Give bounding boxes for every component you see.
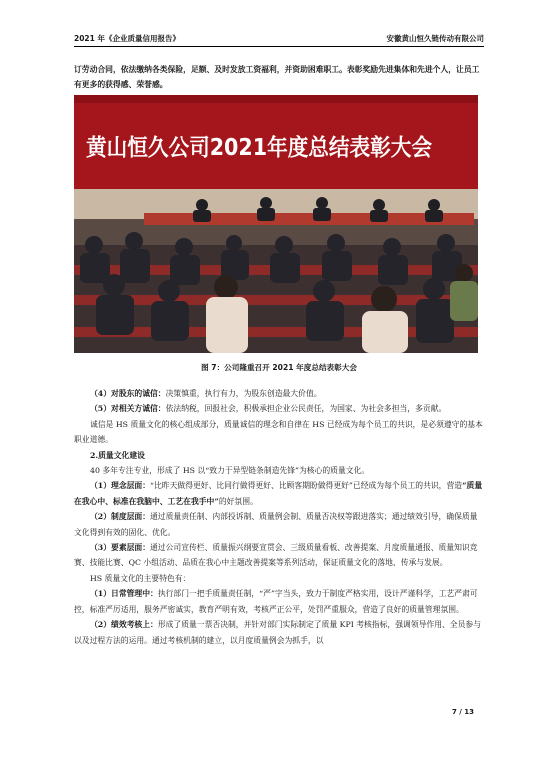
page-number: 7 / 13 (452, 708, 475, 716)
header-company-name: 安徽黄山恒久链传动有限公司 (386, 34, 484, 43)
intro-paragraph-block (74, 63, 484, 92)
section-heading: 2.质量文化建设 (90, 450, 145, 460)
list-item: （1）日常管理中：执行部门一把手质量责任制，“严”字当头，致力于制度严格实用，设计严谨科学，工艺严肃可控，标准严厉适用，服务严密诚实，教育严明有效，考核严正公平，处罚严重服众，营造了良好的质量管理氛围。 (74, 589, 478, 614)
history-paragraph: 40 多年专注专业，形成了 HS 以“致力于异型链条制造先锋”为核心的质量文化。 (90, 466, 370, 476)
header-divider (74, 46, 484, 47)
header-report-title: 2021 年《企业质量信用报告》 (74, 34, 180, 43)
banner-text: 黄山恒久公司2021年度总结表彰大会 (86, 135, 473, 161)
list-item: （2）制度层面：通过质量责任制、内部投诉制、质量例会制、质量否决权等跟进落实；通过绩效引导，确保质量文化得到有效的固化、优化。 (74, 512, 478, 537)
document-body (74, 386, 484, 648)
figure-caption: 图 7：公司隆重召开 2021 年度总结表彰大会 (201, 363, 357, 372)
list-item: （5）对相关方诚信：依法纳税，回报社会，积极承担企业公民责任，为国家、为社会多担当，多贡献。 (90, 404, 447, 414)
intro-paragraph: 订劳动合同，依法缴纳各类保险，足额、及时发放工资福利，并资助困难职工。表彰奖励先进集体和先进个人，让员工有更多的获得感、荣誉感。 (74, 65, 480, 89)
list-item: （2）绩效考核上：形成了质量一票否决制，并针对部门实际制定了质量 KPI 考核指标，强调领导作用、全员参与以及过程方法的运用。通过考核机制的建立，以月度质量例会为抓手，以 (74, 620, 481, 645)
meeting-photo (74, 95, 478, 353)
list-item: （4）对股东的诚信：决策慎重，执行有力，为股东创造最大价值。 (90, 389, 322, 398)
list-item: （1）理念层面：“比昨天做得更好、比同行做得更好、比顾客期盼做得更好”已经成为每个员工的共识，营造“质量在我心中、标准在我脑中、工艺在我手中”的好氛围。 (74, 481, 483, 506)
features-intro: HS 质量文化的主要特色有： (90, 573, 191, 583)
page-header (74, 32, 484, 46)
meeting-photo-drawing (74, 95, 478, 353)
core-paragraph: 诚信是 HS 质量文化的核心组成部分，质量诚信的理念和自律在 HS 已经成为每个员工的共识，是必须遵守的基本职业道德。 (74, 419, 483, 445)
list-item: （3）要素层面：通过公司宣传栏、质量振兴纲要宣贯会、三级质量看板、改善提案、月度质量通报、质量知识竞赛、技能比赛、QC 小组活动、品质在我心中主题改善提案等系列活动，保证质量文化的落地、传承与发展。 (74, 543, 478, 568)
